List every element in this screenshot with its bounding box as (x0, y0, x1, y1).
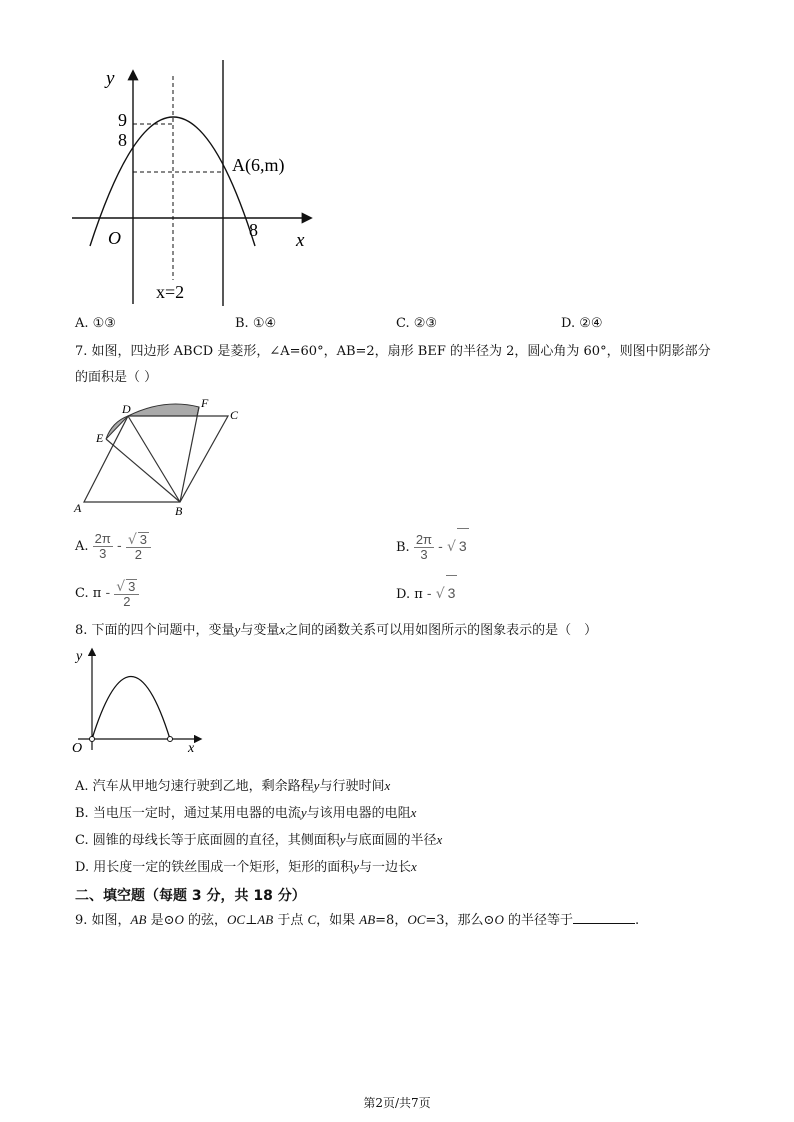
label-b: B (175, 504, 183, 516)
q8-option-b[interactable]: B. 当电压一定时，通过某用电器的电流y与该用电器的电阻x (75, 805, 417, 821)
section-title-fill-blank: 二、填空题（每题 3 分，共 18 分） (75, 888, 306, 904)
q7-option-b[interactable]: B. $\frac{2\pi}{3}$ - √ 3 (396, 528, 469, 565)
label-a: A (74, 501, 82, 515)
arch-graph-figure (70, 644, 210, 756)
q6-option-d[interactable]: D. ②④ (561, 316, 603, 331)
q9-answer-blank[interactable] (573, 911, 635, 924)
y-axis-label: y (106, 68, 115, 89)
q7-stem-line1: 7. 如图，四边形 ABCD 是菱形，∠A=60°，AB=2，扇形 BEF 的半径为 2，圆心角为 60°，则图中阴影部分 (75, 344, 711, 359)
parabola-figure (60, 58, 320, 308)
q8-option-c[interactable]: C. 圆锥的母线长等于底面圆的直径，其侧面积y与底面圆的半径x (75, 832, 443, 848)
q8-option-a[interactable]: A. 汽车从甲地匀速行驶到乙地，剩余路程y与行驶时间x (75, 778, 391, 794)
q8-stem: 8. 下面的四个问题中，变量y与变量x之间的函数关系可以用如图所示的图象表示的是（ ） (75, 622, 598, 638)
q6-option-c[interactable]: C. ②③ (396, 316, 438, 331)
q8-origin-label: O (72, 741, 83, 756)
label-e: E (96, 431, 104, 445)
q8-option-d[interactable]: D. 用长度一定的铁丝围成一个矩形，矩形的面积y与一边长x (75, 859, 417, 875)
q8-open-point-end (168, 737, 173, 742)
shaded-region-left (106, 416, 128, 439)
q6-option-b[interactable]: B. ①④ (235, 316, 277, 331)
q8-y-label: y (76, 649, 83, 664)
label-d: D (122, 402, 131, 416)
radius-be (106, 439, 180, 502)
label-c: C (230, 408, 239, 422)
q7-stem-line2: 的面积是（ ） (75, 370, 158, 385)
symmetry-label: x=2 (156, 282, 185, 302)
q8-x-label: x (188, 741, 195, 756)
tick-8-x: 8 (249, 220, 258, 240)
radius-bf (180, 407, 199, 502)
x-axis-label: x (296, 230, 305, 251)
q7-option-a[interactable]: A. $\frac{2\pi}{3}$ - $\frac{√ 3}{2}$ (75, 528, 151, 564)
q8-open-point-origin (90, 737, 95, 742)
tick-9: 9 (118, 110, 127, 130)
shaded-region-top (128, 404, 199, 416)
q6-option-a[interactable]: A. ①③ (75, 316, 116, 331)
origin-label: O (108, 228, 121, 248)
rhombus-figure (72, 394, 252, 516)
q7-option-d[interactable]: D. π - √ 3 (396, 575, 457, 612)
page-footer: 第2页/共7页 (363, 1096, 431, 1110)
q9-stem: 9. 如图，AB 是⊙O 的弦，OC⊥AB 于点 C，如果 AB=8，OC=3，那么⊙O 的半径等于 . (75, 912, 640, 928)
tick-8-y: 8 (118, 130, 127, 150)
label-f: F (201, 396, 209, 410)
q8-arch-curve (92, 677, 170, 740)
diagonal-bd (128, 416, 180, 502)
point-a-label: A(6,m) (232, 155, 285, 175)
q7-option-c[interactable]: C. π - $\frac{√ 3}{2}$ (75, 575, 139, 611)
rhombus-abcd (84, 416, 228, 502)
